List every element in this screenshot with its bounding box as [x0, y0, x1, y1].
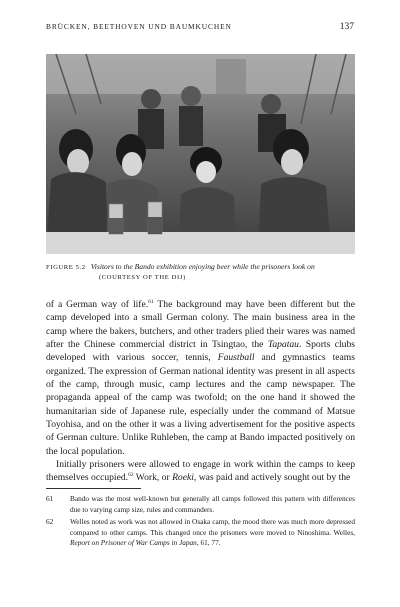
footnote-number: 62	[46, 517, 54, 527]
footnote-text: Bando was the most well-known but generally all camps followed this pattern with differences due to varying camp size, rules and commanders.	[70, 494, 355, 514]
caption-text: Visitors to the Bando exhibition enjoying beer while the prisoners look on	[90, 262, 315, 271]
footnote-text: Welles noted as work was not allowed in Osaka camp, the mood there was much more depressed compared to other camps. This changed once the prisoners were moved to Ninoshima. Welles, Report on Prisoner of War Camps in Japan, 61, 77.	[70, 517, 355, 548]
footnote-number: 61	[46, 494, 54, 503]
footnote	[46, 494, 355, 515]
footnote-divider	[46, 488, 141, 489]
page-number: 137	[339, 22, 354, 32]
caption-credit: (COURTESY OF THE DIJ)	[99, 274, 186, 281]
page-header	[46, 22, 354, 36]
paragraph: of a German way of life.$^{61}$ The background may have been different but the camp developed into a small German colony. The main business area in the camp where the bakers, butchers, and other traders plied their wares was named after the Chinese commercial district in Tsingtao, the Tapatau. Sports clubs developed with various soccer, tennis, Faustball and gymnastics teams organized. The expression of German national identity was present in all aspects of the camp, through music, camp lectures and the camp newspaper. The propaganda appeal of the camp was twofold; on the one hand it showed the humanitarian side of Japanese rule, especially under the command of Matsue Toyohisa, and on the other it was a living advertisement for the positive aspects of German culture. Unlike Ruhleben, the camp at Bando impacted positively on the local population.	[46, 298, 355, 457]
footnote-ref[interactable]: 61	[148, 298, 154, 305]
running-head: BRÜCKEN, BEETHOVEN UND BAUMKUCHEN	[46, 22, 232, 31]
footnotes	[46, 494, 355, 551]
photo-illustration	[46, 54, 355, 254]
footnote-ref[interactable]: 62	[128, 472, 134, 479]
footnote	[46, 517, 355, 549]
historical-photograph	[46, 54, 355, 254]
figure-label: FIGURE 5.2	[46, 264, 86, 271]
body-text	[46, 298, 355, 485]
figure-caption	[46, 262, 354, 283]
paragraph: Initially prisoners were allowed to engage in work within the camps to keep themselves occupied.$^{62}$ Work, or Roeki, was paid and actively sought out by the	[46, 459, 355, 484]
